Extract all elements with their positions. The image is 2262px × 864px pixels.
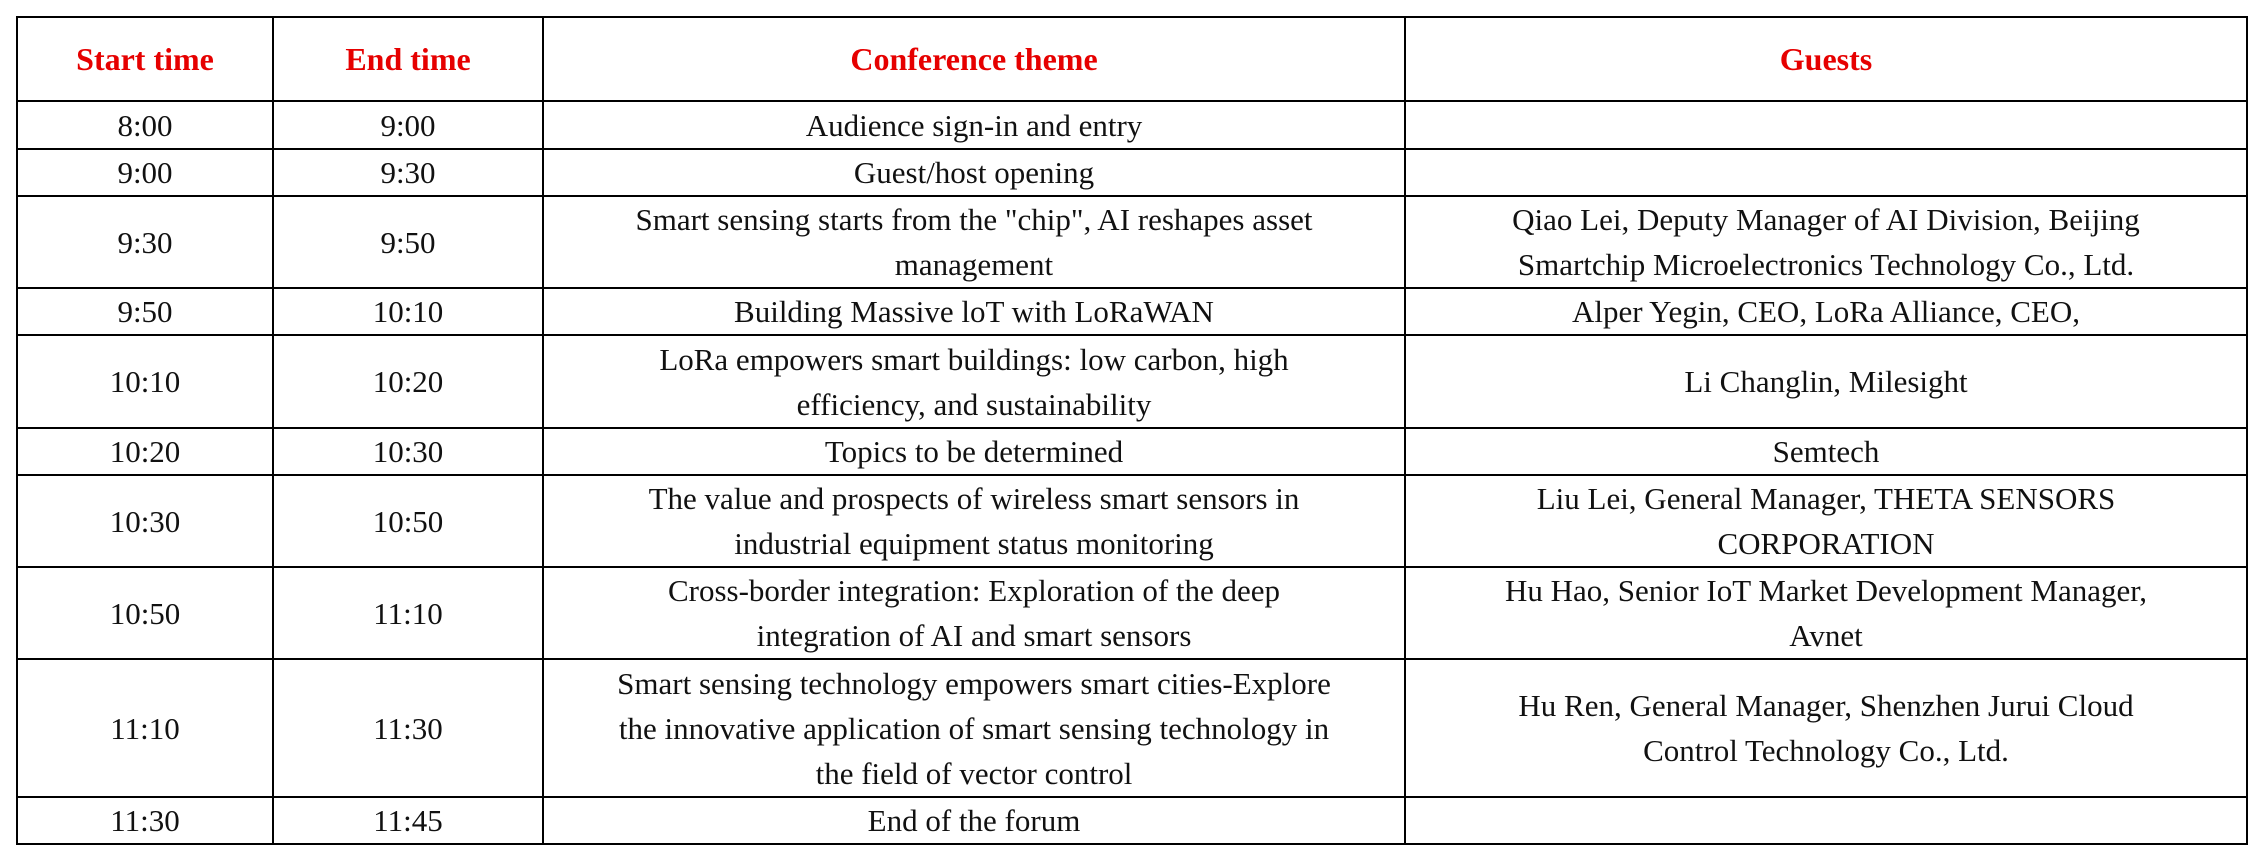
- theme-cell: Building Massive loT with LoRaWAN: [543, 288, 1405, 335]
- start-time-cell: 10:20: [17, 428, 273, 475]
- table-row: [17, 196, 2247, 288]
- end-time-cell: 9:50: [273, 196, 543, 288]
- start-time-cell: 10:10: [17, 335, 273, 428]
- table-row: [17, 288, 2247, 335]
- end-time-cell: 11:45: [273, 797, 543, 844]
- theme-cell: Cross-border integration: Exploration of the deep integration of AI and smart sensors: [543, 567, 1405, 659]
- theme-cell: Smart sensing technology empowers smart cities-Explore the innovative application of smart sensing technology in the field of vector control: [543, 659, 1405, 797]
- table-row: [17, 475, 2247, 567]
- guests-cell: [1405, 149, 2247, 196]
- start-time-cell: 9:30: [17, 196, 273, 288]
- table-row: [17, 101, 2247, 149]
- table-row: [17, 428, 2247, 475]
- table-row: [17, 659, 2247, 797]
- header-row: [17, 17, 2247, 101]
- theme-cell: LoRa empowers smart buildings: low carbon, high efficiency, and sustainability: [543, 335, 1405, 428]
- end-time-cell: 11:30: [273, 659, 543, 797]
- end-time-cell: 9:00: [273, 101, 543, 149]
- end-time-cell: 10:10: [273, 288, 543, 335]
- schedule-table: [16, 16, 2248, 845]
- guests-cell: Li Changlin, Milesight: [1405, 335, 2247, 428]
- table-row: [17, 149, 2247, 196]
- guests-cell: [1405, 101, 2247, 149]
- guests-cell: Qiao Lei, Deputy Manager of AI Division, Beijing Smartchip Microelectronics Technology Co., Ltd.: [1405, 196, 2247, 288]
- guests-cell: Hu Hao, Senior IoT Market Development Manager, Avnet: [1405, 567, 2247, 659]
- start-time-cell: 9:00: [17, 149, 273, 196]
- table-row: [17, 797, 2247, 844]
- start-time-cell: 8:00: [17, 101, 273, 149]
- start-time-cell: 10:50: [17, 567, 273, 659]
- end-time-cell: 10:50: [273, 475, 543, 567]
- header-end-time: End time: [273, 17, 543, 101]
- header-conference-theme: Conference theme: [543, 17, 1405, 101]
- guests-cell: Alper Yegin, CEO, LoRa Alliance, CEO,: [1405, 288, 2247, 335]
- guests-cell: Liu Lei, General Manager, THETA SENSORS CORPORATION: [1405, 475, 2247, 567]
- theme-cell: Audience sign-in and entry: [543, 101, 1405, 149]
- theme-cell: Topics to be determined: [543, 428, 1405, 475]
- theme-cell: The value and prospects of wireless smart sensors in industrial equipment status monitoring: [543, 475, 1405, 567]
- end-time-cell: 11:10: [273, 567, 543, 659]
- end-time-cell: 10:30: [273, 428, 543, 475]
- theme-cell: Smart sensing starts from the "chip", AI reshapes asset management: [543, 196, 1405, 288]
- table-row: [17, 567, 2247, 659]
- guests-cell: Hu Ren, General Manager, Shenzhen Jurui Cloud Control Technology Co., Ltd.: [1405, 659, 2247, 797]
- start-time-cell: 9:50: [17, 288, 273, 335]
- end-time-cell: 10:20: [273, 335, 543, 428]
- table-row: [17, 335, 2247, 428]
- guests-cell: Semtech: [1405, 428, 2247, 475]
- start-time-cell: 11:10: [17, 659, 273, 797]
- theme-cell: End of the forum: [543, 797, 1405, 844]
- start-time-cell: 10:30: [17, 475, 273, 567]
- start-time-cell: 11:30: [17, 797, 273, 844]
- guests-cell: [1405, 797, 2247, 844]
- end-time-cell: 9:30: [273, 149, 543, 196]
- header-start-time: Start time: [17, 17, 273, 101]
- header-guests: Guests: [1405, 17, 2247, 101]
- schedule-sheet: [16, 16, 2248, 845]
- theme-cell: Guest/host opening: [543, 149, 1405, 196]
